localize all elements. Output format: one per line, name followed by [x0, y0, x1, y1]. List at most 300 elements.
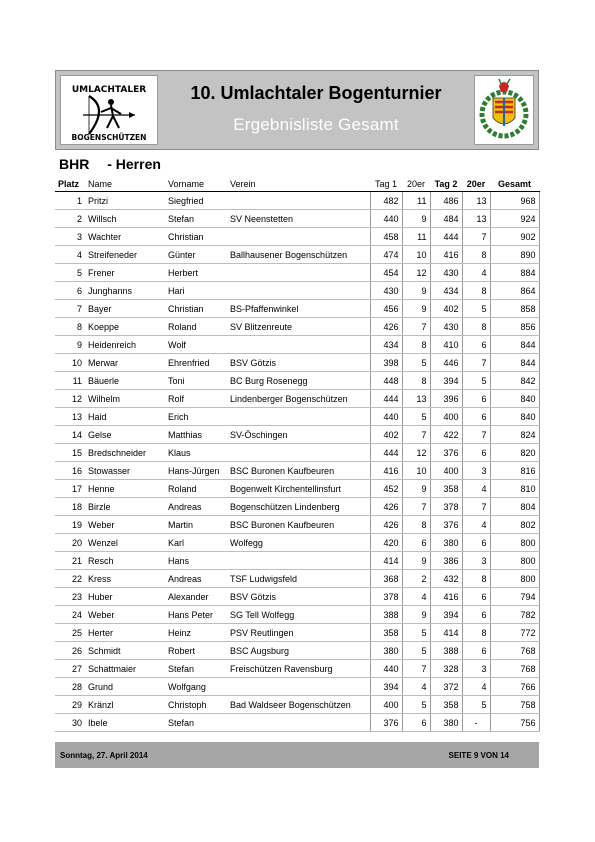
cell-platz: 23 — [55, 588, 85, 606]
cell-vorname: Christoph — [165, 696, 227, 714]
cell-gesamt: 858 — [490, 300, 539, 318]
table-row — [55, 390, 539, 408]
table-header-row — [55, 176, 539, 192]
cell-tag2: 432 — [430, 570, 462, 588]
cell-vorname: Rolf — [165, 390, 227, 408]
cell-name: Stowasser — [85, 462, 165, 480]
cell-gesamt: 968 — [490, 192, 539, 210]
cell-name: Resch — [85, 552, 165, 570]
cell-tag1: 440 — [370, 210, 402, 228]
cell-tag1: 444 — [370, 444, 402, 462]
cell-20er-1: 7 — [402, 318, 430, 336]
cell-gesamt: 800 — [490, 570, 539, 588]
cell-platz: 4 — [55, 246, 85, 264]
cell-20er-1: 8 — [402, 516, 430, 534]
cell-tag1: 456 — [370, 300, 402, 318]
cell-tag2: 380 — [430, 714, 462, 732]
cell-platz: 27 — [55, 660, 85, 678]
cell-20er-1: 9 — [402, 606, 430, 624]
footer-date: Sonntag, 27. April 2014 — [60, 751, 148, 760]
cell-tag2: 358 — [430, 696, 462, 714]
table-row — [55, 570, 539, 588]
cell-name: Henne — [85, 480, 165, 498]
cell-tag1: 452 — [370, 480, 402, 498]
cell-vorname: Robert — [165, 642, 227, 660]
cell-gesamt: 804 — [490, 498, 539, 516]
cell-verein: SV Blitzenreute — [227, 318, 370, 336]
table-row — [55, 516, 539, 534]
cell-tag1: 402 — [370, 426, 402, 444]
cell-vorname: Matthias — [165, 426, 227, 444]
table-row — [55, 408, 539, 426]
cell-tag2: 376 — [430, 516, 462, 534]
cell-tag2: 410 — [430, 336, 462, 354]
cell-vorname: Siegfried — [165, 192, 227, 210]
cell-name: Schmidt — [85, 642, 165, 660]
cell-tag2: 414 — [430, 624, 462, 642]
cell-20er-2: 7 — [462, 498, 490, 516]
cell-20er-1: 2 — [402, 570, 430, 588]
cell-tag2: 416 — [430, 246, 462, 264]
table-row — [55, 660, 539, 678]
cell-name: Frener — [85, 264, 165, 282]
cell-verein — [227, 678, 370, 696]
cell-20er-1: 8 — [402, 336, 430, 354]
document-title: 10. Umlachtaler Bogenturnier — [190, 83, 442, 103]
cell-name: Junghanns — [85, 282, 165, 300]
cell-20er-1: 9 — [402, 552, 430, 570]
cell-gesamt: 810 — [490, 480, 539, 498]
cell-20er-2: 13 — [462, 192, 490, 210]
cell-vorname: Roland — [165, 318, 227, 336]
cell-platz: 1 — [55, 192, 85, 210]
cell-name: Ibele — [85, 714, 165, 732]
cell-gesamt: 824 — [490, 426, 539, 444]
cell-tag2: 402 — [430, 300, 462, 318]
cell-platz: 13 — [55, 408, 85, 426]
cell-20er-1: 5 — [402, 624, 430, 642]
cell-vorname: Hans Peter — [165, 606, 227, 624]
document-subtitle: Ergebnisliste Gesamt — [233, 115, 399, 134]
cell-tag2: 444 — [430, 228, 462, 246]
col-header-tag2: Tag 2 — [430, 176, 462, 192]
table-row — [55, 246, 539, 264]
table-row — [55, 264, 539, 282]
cell-20er-1: 5 — [402, 696, 430, 714]
cell-20er-1: 6 — [402, 714, 430, 732]
col-header-20er-2: 20er — [462, 176, 490, 192]
cell-20er-1: 4 — [402, 678, 430, 696]
category-heading — [59, 156, 161, 172]
cell-20er-2: 6 — [462, 336, 490, 354]
table-row — [55, 624, 539, 642]
cell-tag1: 426 — [370, 498, 402, 516]
cell-name: Herter — [85, 624, 165, 642]
cell-gesamt: 768 — [490, 642, 539, 660]
cell-verein — [227, 228, 370, 246]
cell-20er-2: 6 — [462, 606, 490, 624]
cell-name: Bäuerle — [85, 372, 165, 390]
col-header-20er-1: 20er — [402, 176, 430, 192]
cell-20er-2: 3 — [462, 552, 490, 570]
cell-verein: BSV Götzis — [227, 588, 370, 606]
table-row — [55, 354, 539, 372]
cell-name: Gelse — [85, 426, 165, 444]
cell-tag2: 328 — [430, 660, 462, 678]
cell-gesamt: 820 — [490, 444, 539, 462]
cell-gesamt: 842 — [490, 372, 539, 390]
cell-verein: Wolfegg — [227, 534, 370, 552]
cell-verein: BS-Pfaffenwinkel — [227, 300, 370, 318]
cell-platz: 26 — [55, 642, 85, 660]
cell-verein: BSC Buronen Kaufbeuren — [227, 516, 370, 534]
cell-20er-1: 9 — [402, 210, 430, 228]
cell-tag2: 388 — [430, 642, 462, 660]
archer-logo-icon — [61, 76, 157, 144]
cell-tag1: 482 — [370, 192, 402, 210]
cell-name: Weber — [85, 516, 165, 534]
cell-tag2: 400 — [430, 462, 462, 480]
table-row — [55, 300, 539, 318]
cell-vorname: Stefan — [165, 210, 227, 228]
cell-20er-2: 7 — [462, 228, 490, 246]
cell-tag2: 376 — [430, 444, 462, 462]
cell-gesamt: 902 — [490, 228, 539, 246]
cell-tag2: 386 — [430, 552, 462, 570]
cell-verein — [227, 336, 370, 354]
cell-tag2: 394 — [430, 372, 462, 390]
cell-tag1: 448 — [370, 372, 402, 390]
cell-platz: 15 — [55, 444, 85, 462]
cell-verein — [227, 552, 370, 570]
cell-tag1: 368 — [370, 570, 402, 588]
cell-vorname: Christian — [165, 228, 227, 246]
cell-tag2: 372 — [430, 678, 462, 696]
cell-name: Willsch — [85, 210, 165, 228]
cell-platz: 17 — [55, 480, 85, 498]
cell-name: Heidenreich — [85, 336, 165, 354]
cell-gesamt: 800 — [490, 552, 539, 570]
cell-name: Kress — [85, 570, 165, 588]
cell-20er-2: 8 — [462, 318, 490, 336]
cell-platz: 14 — [55, 426, 85, 444]
cell-tag1: 458 — [370, 228, 402, 246]
cell-gesamt: 856 — [490, 318, 539, 336]
cell-tag2: 430 — [430, 318, 462, 336]
cell-vorname: Erich — [165, 408, 227, 426]
cell-vorname: Karl — [165, 534, 227, 552]
cell-tag1: 474 — [370, 246, 402, 264]
cell-name: Huber — [85, 588, 165, 606]
cell-20er-2: 8 — [462, 246, 490, 264]
cell-platz: 11 — [55, 372, 85, 390]
coat-of-arms — [474, 75, 534, 145]
cell-tag1: 378 — [370, 588, 402, 606]
cell-verein — [227, 714, 370, 732]
cell-20er-1: 10 — [402, 246, 430, 264]
cell-20er-1: 5 — [402, 408, 430, 426]
table-row — [55, 210, 539, 228]
footer-page-number: SEITE 9 VON 14 — [448, 751, 509, 760]
cell-gesamt: 816 — [490, 462, 539, 480]
cell-20er-2: 6 — [462, 408, 490, 426]
cell-20er-2: 6 — [462, 642, 490, 660]
table-row — [55, 588, 539, 606]
cell-tag2: 430 — [430, 264, 462, 282]
cell-vorname: Alexander — [165, 588, 227, 606]
cell-vorname: Martin — [165, 516, 227, 534]
cell-platz: 3 — [55, 228, 85, 246]
cell-gesamt: 844 — [490, 336, 539, 354]
cell-20er-2: - — [462, 714, 490, 732]
cell-name: Wachter — [85, 228, 165, 246]
table-row — [55, 282, 539, 300]
cell-vorname: Ehrenfried — [165, 354, 227, 372]
cell-20er-2: 4 — [462, 678, 490, 696]
cell-tag2: 484 — [430, 210, 462, 228]
cell-20er-1: 4 — [402, 588, 430, 606]
cell-gesamt: 844 — [490, 354, 539, 372]
cell-vorname: Hans — [165, 552, 227, 570]
header-banner — [55, 70, 539, 150]
cell-tag1: 440 — [370, 660, 402, 678]
table-row — [55, 714, 539, 732]
crest-icon — [475, 76, 533, 144]
cell-tag1: 444 — [370, 390, 402, 408]
cell-platz: 18 — [55, 498, 85, 516]
cell-gesamt: 890 — [490, 246, 539, 264]
cell-20er-2: 8 — [462, 570, 490, 588]
cell-20er-1: 12 — [402, 444, 430, 462]
table-row — [55, 696, 539, 714]
cell-vorname: Andreas — [165, 498, 227, 516]
cell-gesamt: 758 — [490, 696, 539, 714]
cell-gesamt: 772 — [490, 624, 539, 642]
cell-20er-2: 4 — [462, 264, 490, 282]
cell-tag1: 454 — [370, 264, 402, 282]
cell-name: Koeppe — [85, 318, 165, 336]
cell-verein: SV-Öschingen — [227, 426, 370, 444]
cell-platz: 6 — [55, 282, 85, 300]
cell-gesamt: 768 — [490, 660, 539, 678]
cell-verein — [227, 264, 370, 282]
cell-name: Bredschneider — [85, 444, 165, 462]
cell-tag1: 414 — [370, 552, 402, 570]
cell-20er-1: 13 — [402, 390, 430, 408]
cell-verein: BSV Götzis — [227, 354, 370, 372]
cell-name: Wenzel — [85, 534, 165, 552]
col-header-vorname: Vorname — [165, 176, 227, 192]
table-row — [55, 336, 539, 354]
cell-name: Merwar — [85, 354, 165, 372]
cell-20er-1: 11 — [402, 192, 430, 210]
cell-platz: 24 — [55, 606, 85, 624]
cell-platz: 28 — [55, 678, 85, 696]
table-row — [55, 534, 539, 552]
cell-tag2: 400 — [430, 408, 462, 426]
table-row — [55, 228, 539, 246]
cell-name: Schattmaier — [85, 660, 165, 678]
cell-20er-2: 6 — [462, 534, 490, 552]
cell-gesamt: 800 — [490, 534, 539, 552]
cell-tag2: 486 — [430, 192, 462, 210]
cell-tag1: 430 — [370, 282, 402, 300]
cell-20er-2: 6 — [462, 390, 490, 408]
cell-tag2: 422 — [430, 426, 462, 444]
col-header-tag1: Tag 1 — [370, 176, 402, 192]
cell-20er-2: 6 — [462, 444, 490, 462]
cell-vorname: Christian — [165, 300, 227, 318]
cell-platz: 20 — [55, 534, 85, 552]
table-row — [55, 552, 539, 570]
table-row — [55, 426, 539, 444]
cell-20er-1: 7 — [402, 498, 430, 516]
table-row — [55, 498, 539, 516]
club-logo — [60, 75, 158, 145]
cell-name: Grund — [85, 678, 165, 696]
cell-20er-1: 11 — [402, 228, 430, 246]
cell-tag2: 434 — [430, 282, 462, 300]
cell-platz: 5 — [55, 264, 85, 282]
cell-tag2: 380 — [430, 534, 462, 552]
cell-vorname: Klaus — [165, 444, 227, 462]
cell-name: Streifeneder — [85, 246, 165, 264]
table-row — [55, 462, 539, 480]
category-code: BHR — [59, 156, 90, 172]
cell-verein: Bad Waldseer Bogenschützen — [227, 696, 370, 714]
table-row — [55, 480, 539, 498]
cell-name: Birzle — [85, 498, 165, 516]
cell-gesamt: 924 — [490, 210, 539, 228]
cell-20er-1: 5 — [402, 354, 430, 372]
cell-name: Pritzi — [85, 192, 165, 210]
cell-platz: 8 — [55, 318, 85, 336]
cell-20er-1: 7 — [402, 660, 430, 678]
table-row — [55, 192, 539, 210]
cell-verein: TSF Ludwigsfeld — [227, 570, 370, 588]
cell-platz: 7 — [55, 300, 85, 318]
cell-gesamt: 840 — [490, 408, 539, 426]
cell-gesamt: 756 — [490, 714, 539, 732]
cell-20er-2: 8 — [462, 282, 490, 300]
cell-vorname: Heinz — [165, 624, 227, 642]
cell-gesamt: 766 — [490, 678, 539, 696]
cell-gesamt: 884 — [490, 264, 539, 282]
cell-tag1: 388 — [370, 606, 402, 624]
cell-tag2: 416 — [430, 588, 462, 606]
cell-vorname: Wolf — [165, 336, 227, 354]
cell-platz: 29 — [55, 696, 85, 714]
cell-20er-1: 9 — [402, 480, 430, 498]
category-name: - Herren — [107, 156, 161, 172]
cell-gesamt: 864 — [490, 282, 539, 300]
cell-20er-1: 12 — [402, 264, 430, 282]
cell-verein: Freischützen Ravensburg — [227, 660, 370, 678]
cell-tag1: 394 — [370, 678, 402, 696]
cell-vorname: Hans-Jürgen — [165, 462, 227, 480]
cell-verein: BSC Augsburg — [227, 642, 370, 660]
cell-tag1: 434 — [370, 336, 402, 354]
cell-name: Bayer — [85, 300, 165, 318]
table-row — [55, 318, 539, 336]
cell-tag2: 358 — [430, 480, 462, 498]
cell-verein — [227, 192, 370, 210]
logo-bottom-text: BOGENSCHÜTZEN — [71, 133, 147, 142]
cell-vorname: Wolfgang — [165, 678, 227, 696]
cell-verein: Lindenberger Bogenschützen — [227, 390, 370, 408]
cell-vorname: Toni — [165, 372, 227, 390]
cell-20er-2: 8 — [462, 624, 490, 642]
cell-verein: SV Neenstetten — [227, 210, 370, 228]
cell-vorname: Herbert — [165, 264, 227, 282]
cell-20er-2: 7 — [462, 426, 490, 444]
cell-tag2: 394 — [430, 606, 462, 624]
cell-vorname: Hari — [165, 282, 227, 300]
cell-verein: Bogenwelt Kirchentellinsfurt — [227, 480, 370, 498]
cell-vorname: Stefan — [165, 714, 227, 732]
cell-20er-1: 9 — [402, 300, 430, 318]
cell-20er-2: 6 — [462, 588, 490, 606]
cell-platz: 22 — [55, 570, 85, 588]
cell-tag1: 398 — [370, 354, 402, 372]
cell-verein: Ballhausener Bogenschützen — [227, 246, 370, 264]
cell-20er-2: 5 — [462, 696, 490, 714]
cell-name: Wilhelm — [85, 390, 165, 408]
cell-20er-2: 3 — [462, 462, 490, 480]
cell-20er-1: 9 — [402, 282, 430, 300]
cell-gesamt: 794 — [490, 588, 539, 606]
cell-verein — [227, 282, 370, 300]
cell-tag1: 416 — [370, 462, 402, 480]
cell-tag1: 426 — [370, 318, 402, 336]
cell-20er-2: 13 — [462, 210, 490, 228]
cell-tag1: 440 — [370, 408, 402, 426]
table-row — [55, 606, 539, 624]
cell-gesamt: 802 — [490, 516, 539, 534]
cell-platz: 10 — [55, 354, 85, 372]
cell-tag1: 380 — [370, 642, 402, 660]
cell-20er-1: 7 — [402, 426, 430, 444]
cell-20er-2: 5 — [462, 372, 490, 390]
cell-platz: 30 — [55, 714, 85, 732]
cell-tag1: 358 — [370, 624, 402, 642]
cell-platz: 19 — [55, 516, 85, 534]
cell-name: Kränzl — [85, 696, 165, 714]
cell-vorname: Günter — [165, 246, 227, 264]
col-header-platz: Platz — [55, 176, 85, 192]
cell-platz: 25 — [55, 624, 85, 642]
cell-tag2: 446 — [430, 354, 462, 372]
table-row — [55, 642, 539, 660]
cell-20er-1: 10 — [402, 462, 430, 480]
cell-verein: BC Burg Rosenegg — [227, 372, 370, 390]
cell-20er-2: 7 — [462, 354, 490, 372]
cell-20er-2: 5 — [462, 300, 490, 318]
cell-verein: PSV Reutlingen — [227, 624, 370, 642]
cell-vorname: Roland — [165, 480, 227, 498]
cell-gesamt: 782 — [490, 606, 539, 624]
col-header-name: Name — [85, 176, 165, 192]
table-row — [55, 444, 539, 462]
page-footer — [55, 742, 539, 768]
cell-20er-2: 4 — [462, 516, 490, 534]
cell-vorname: Andreas — [165, 570, 227, 588]
cell-20er-1: 6 — [402, 534, 430, 552]
table-row — [55, 678, 539, 696]
cell-gesamt: 840 — [490, 390, 539, 408]
cell-20er-1: 8 — [402, 372, 430, 390]
cell-tag1: 426 — [370, 516, 402, 534]
